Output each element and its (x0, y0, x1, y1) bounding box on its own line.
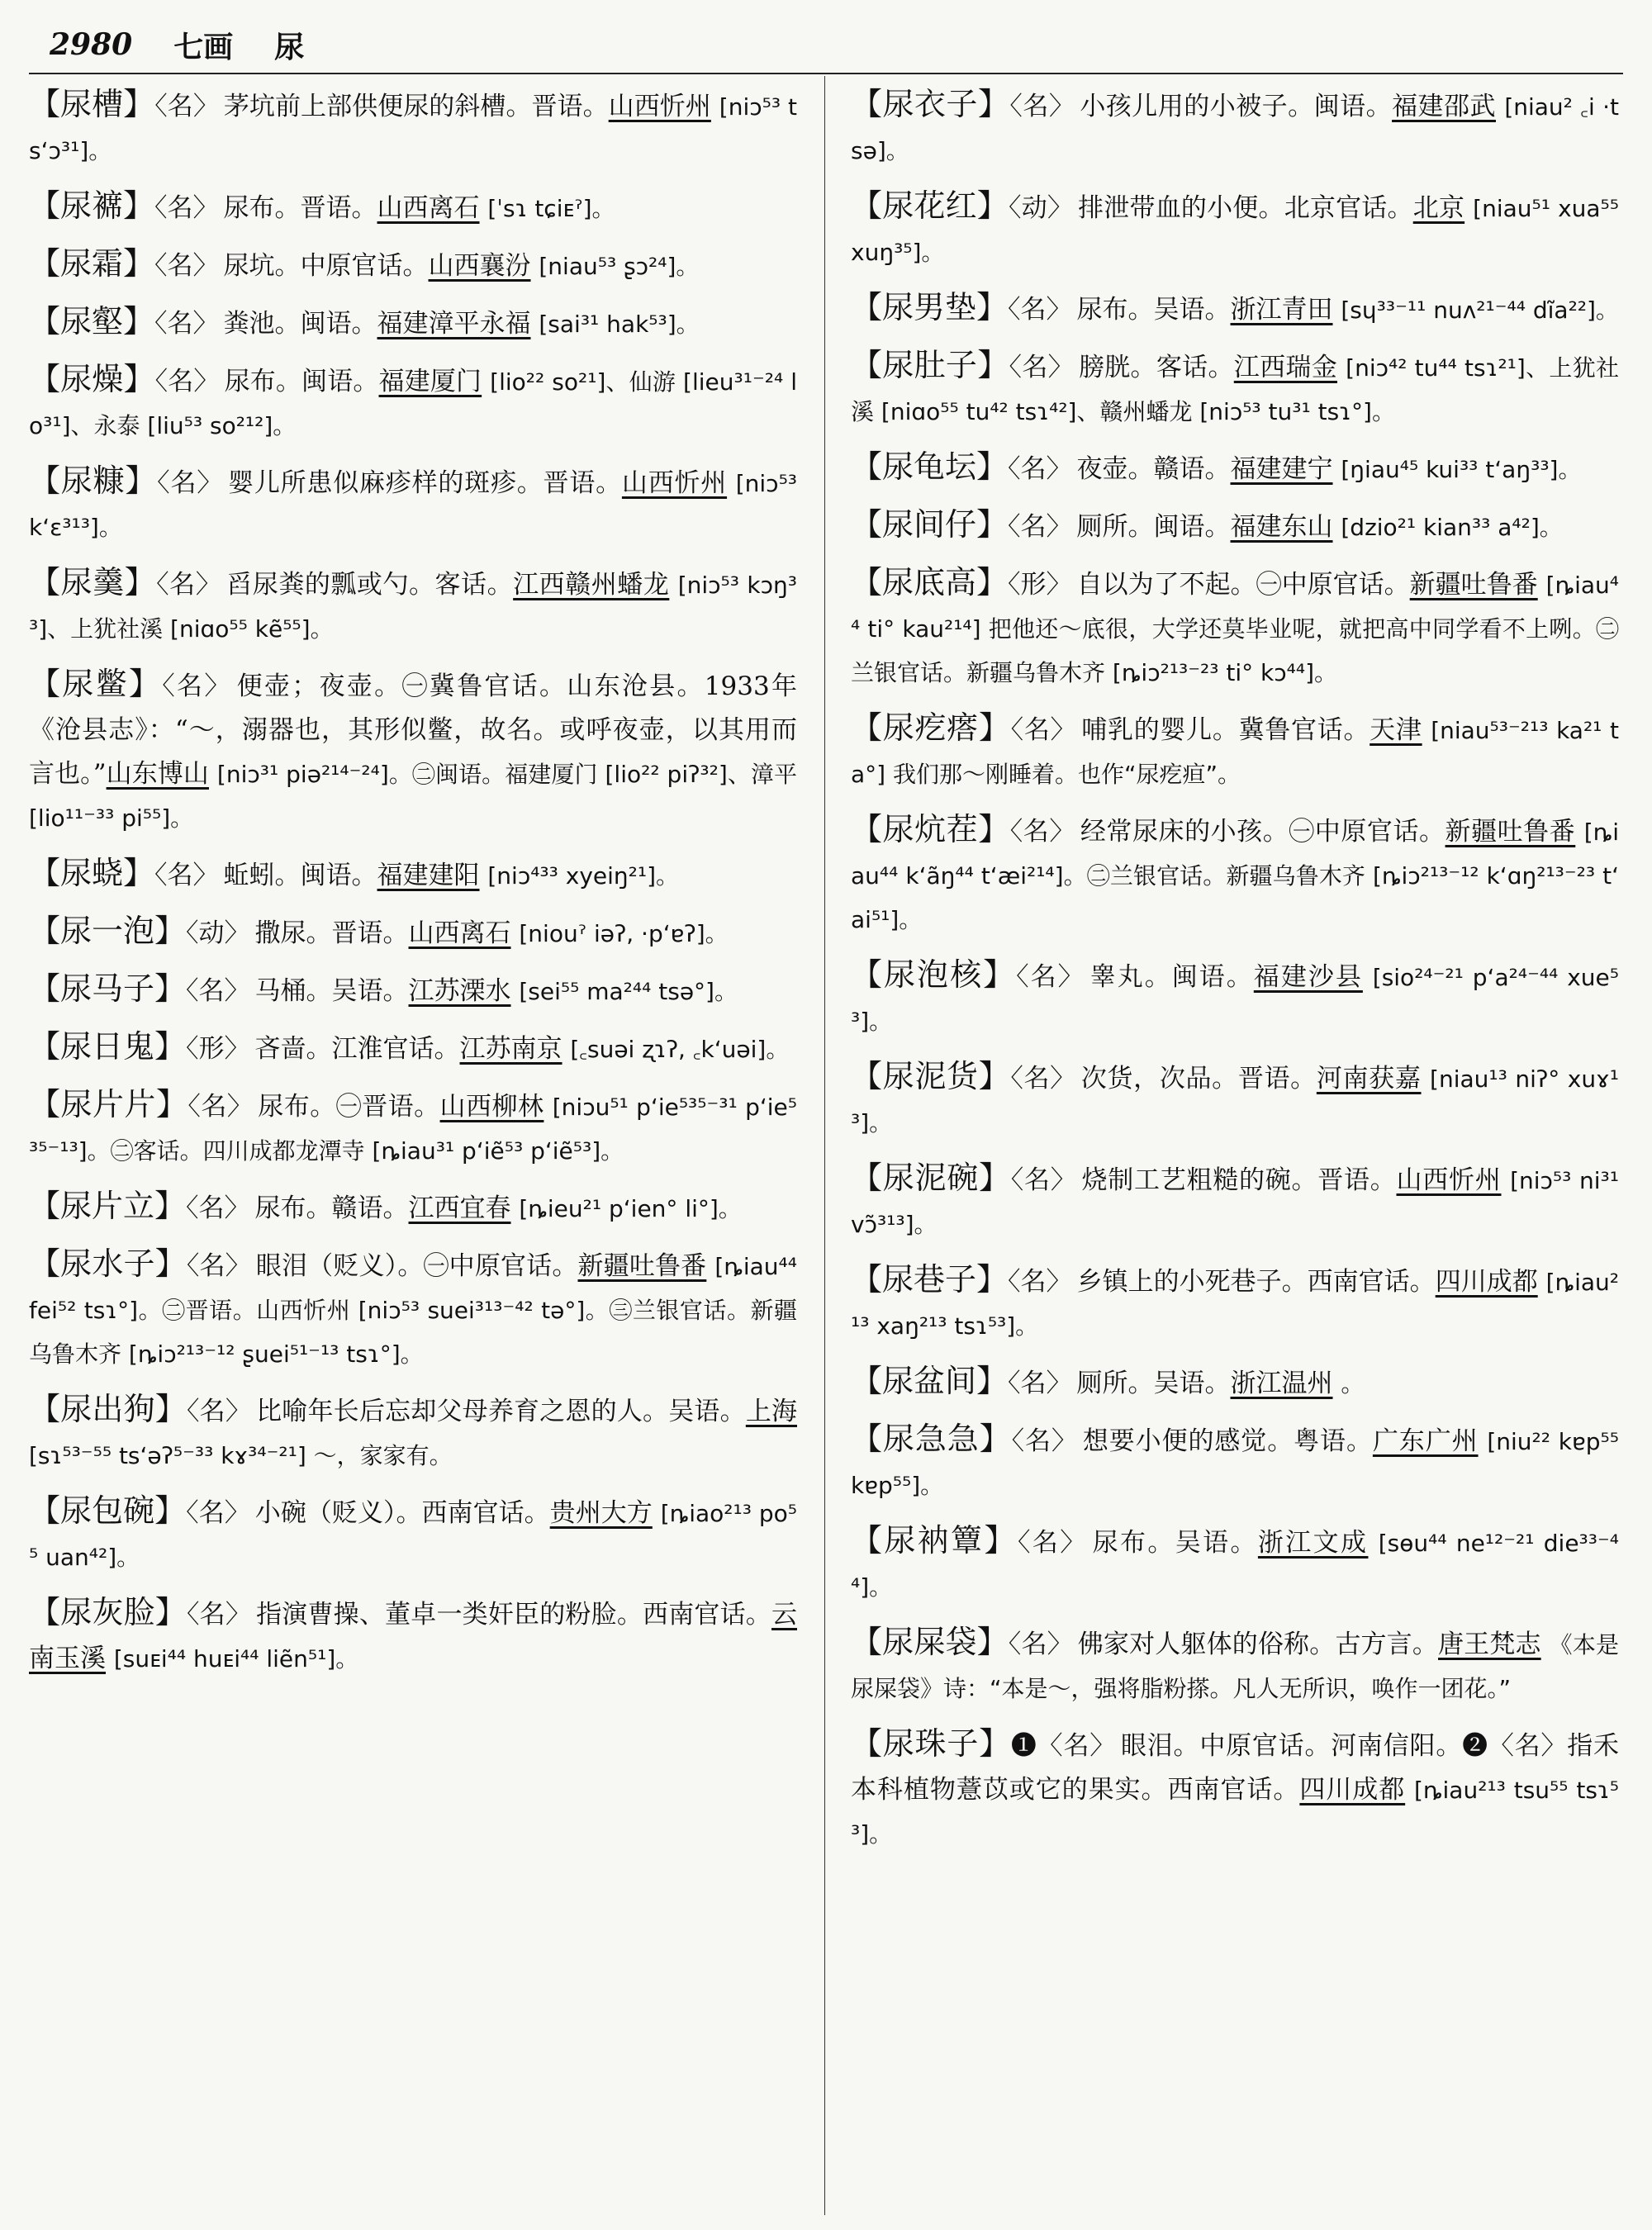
entry-headword: 【尿衣子】 (851, 86, 1010, 122)
pronunciation: [niau⁵³⁻²¹³ ka²¹ ta°] 我们那～刚睡着。也作“尿疙疸”。 (851, 717, 1619, 788)
entry-headword: 【尿日鬼】 (29, 1028, 187, 1065)
dictionary-entry (851, 503, 1619, 549)
definition: 蚯蚓。闽语。 (223, 861, 377, 890)
dictionary-entry (29, 1388, 797, 1478)
location: 山西忻州 (608, 92, 711, 121)
entry-headword: 【尿泥碗】 (851, 1160, 1011, 1196)
location: 天津 (1370, 715, 1422, 745)
location: 福建沙县 (1253, 962, 1363, 992)
definition: 茅坑前上部供便尿的斜槽。晋语。 (223, 92, 609, 121)
entry-headword: 【尿鳖】 (29, 666, 163, 702)
part-of-speech: 〈名〉 (188, 1092, 254, 1122)
pronunciation: [ˈsɿ tɕiᴇˀ]。 (487, 195, 615, 222)
dictionary-entry (29, 300, 797, 346)
entry-headword: 【尿急急】 (851, 1421, 1012, 1457)
definition: 小碗（贬义）。西南官话。 (254, 1498, 550, 1528)
entry-headword: 【尿肚子】 (851, 347, 1009, 383)
part-of-speech: 〈名〉 (156, 570, 222, 600)
part-of-speech: ❶〈名〉 (1010, 1731, 1116, 1761)
part-of-speech: 〈名〉 (1008, 512, 1072, 542)
pronunciation: [dzio²¹ kian³³ a⁴²]。 (1341, 514, 1563, 541)
definition: 厕所。吴语。 (1076, 1369, 1231, 1398)
entry-headword: 【尿衲簟】 (851, 1522, 1018, 1559)
entry-headword: 【尿间仔】 (851, 506, 1009, 543)
dictionary-entry (851, 1156, 1619, 1246)
pronunciation: [suᴇi⁴⁴ huᴇi⁴⁴ liẽn⁵¹]。 (113, 1645, 359, 1672)
entry-headword: 【尿羹】 (29, 564, 157, 600)
page-header (50, 18, 1619, 71)
definition: 乡镇上的小死巷子。西南官话。 (1076, 1267, 1436, 1297)
part-of-speech: 〈名〉 (1009, 92, 1075, 121)
part-of-speech: 〈名〉 (1008, 1369, 1072, 1398)
entry-headword: 【尿盆间】 (851, 1363, 1009, 1399)
part-of-speech: 〈形〉 (1008, 570, 1072, 600)
definition: 眼泪（贬义）。㊀中原官话。 (255, 1251, 578, 1281)
page-number: 2980 (50, 27, 133, 62)
pronunciation: [niɔ⁴³³ xyeiŋ²¹]。 (487, 862, 680, 890)
location: 福建建宁 (1230, 454, 1333, 484)
pronunciation: [niɔu⁵¹ pʻie⁵³⁵⁻³¹ pʻie⁵³⁵⁻¹³]。㊁客话。四川成都龙潭寺 [ȵiau³¹ pʻiẽ⁵³ pʻiẽ⁵³]。 (29, 1094, 797, 1165)
dictionary-entry (29, 967, 797, 1013)
location: 山西离石 (408, 918, 511, 948)
part-of-speech: 〈名〉 (1011, 1426, 1078, 1456)
pronunciation: [sɥ³³⁻¹¹ nuʌ²¹⁻⁴⁴ dĩa²²]。 (1341, 297, 1619, 324)
pronunciation: [niɔ³¹ piə²¹⁴⁻²⁴]。㊁闽语。福建厦门 [lio²² piʔ³²]、漳平 [lio¹¹⁻³³ pi⁵⁵]。 (29, 761, 797, 832)
pronunciation: [lio²² so²¹]、仙游 [lieu³¹⁻²⁴ lo³¹]、永泰 [liu⁵³ so²¹²]。 (29, 368, 797, 439)
definition: 小孩儿用的小被子。闽语。 (1080, 92, 1393, 121)
pronunciation: [ȵiau⁴⁴ kʻãŋ⁴⁴ tʻæi²¹⁴]。㊁兰银官话。新疆乌鲁木齐 [ȵiɔ²¹³⁻¹² kʻɑŋ²¹³⁻²³ tʻai⁵¹]。 (851, 818, 1619, 933)
location: 河南获嘉 (1316, 1064, 1422, 1094)
dictionary-entry (29, 909, 797, 956)
entry-headword: 【尿龟坛】 (851, 448, 1009, 485)
definition: 舀尿粪的瓢或勺。客话。 (226, 570, 514, 600)
location: 上海 (745, 1397, 797, 1426)
dictionary-entry (29, 459, 797, 549)
definition: 烧制工艺粗糙的碗。晋语。 (1081, 1165, 1397, 1195)
part-of-speech: 〈名〉 (186, 1193, 250, 1223)
right-column (851, 83, 1619, 2213)
definition: 排泄带血的小便。北京官话。 (1078, 193, 1413, 223)
definition: 尿布。吴语。 (1076, 295, 1231, 325)
location: 福建建阳 (377, 861, 480, 890)
definition: 夜壶。赣语。 (1076, 454, 1231, 484)
entry-headword: 【尿燥】 (29, 361, 155, 397)
location: 贵州大方 (549, 1498, 653, 1528)
pronunciation: [꜀suəi ʐɿʔ, ꜀kʻuəi]。 (570, 1036, 790, 1063)
entry-headword: 【尿灰脸】 (29, 1594, 187, 1630)
entry-headword: 【尿底高】 (851, 564, 1009, 600)
dictionary-entry (851, 184, 1619, 274)
entry-headword: 【尿炕茬】 (851, 811, 1010, 847)
pronunciation: [niau⁵³ ʂɔ²⁴]。 (539, 253, 700, 280)
definition: 尿布。闽语。 (224, 367, 379, 396)
definition: 尿布。赣语。 (254, 1193, 409, 1223)
part-of-speech: 〈名〉 (1010, 1165, 1077, 1195)
definition: 哺乳的婴儿。冀鲁官话。 (1081, 715, 1370, 745)
part-of-speech: 〈名〉 (154, 367, 220, 396)
pronunciation: 《本是尿屎袋》诗：“本是～，强将脂粉搽。凡人无所识，唤作一团花。” (851, 1631, 1619, 1702)
entry-headword: 【尿蛲】 (29, 855, 155, 891)
entry-headword: 【尿男垫】 (851, 289, 1009, 325)
pronunciation: [niouˀ iəʔ, ·pʻɐʔ]。 (519, 920, 729, 947)
location: 唐王梵志 (1438, 1630, 1541, 1659)
part-of-speech: 〈名〉 (186, 976, 250, 1006)
location: 广东广州 (1372, 1426, 1479, 1456)
location: 云南玉溪 (29, 1600, 797, 1673)
pronunciation: [sei⁵⁵ ma²⁴⁴ tsə°]。 (519, 978, 738, 1005)
pronunciation: [ȵiau²¹³ tsu⁵⁵ tsɿ⁵³]。 (851, 1777, 1619, 1848)
location: 福建漳平永福 (377, 309, 531, 339)
dictionary-entry (851, 445, 1619, 491)
pronunciation: [sɿ⁵³⁻⁵⁵ tsʻəʔ⁵⁻³³ kɤ³⁴⁻²¹] ～，家家有。 (29, 1442, 453, 1469)
entry-headword: 【尿褯】 (29, 187, 155, 224)
pronunciation: [ȵiau²¹³ xaŋ²¹³ tsɿ⁵³]。 (851, 1269, 1619, 1340)
dictionary-entry (851, 1258, 1619, 1348)
pronunciation: [niɔ⁵³ tsʻɔ³¹]。 (29, 93, 797, 164)
radical-char: 尿 (274, 29, 305, 64)
entry-headword: 【尿槽】 (29, 86, 155, 122)
entry-headword: 【尿片立】 (29, 1188, 187, 1224)
dictionary-entry (29, 184, 797, 230)
location: 江西瑞金 (1233, 353, 1337, 382)
pronunciation: [niɔ⁵³ kɔŋ³³]、上犹社溪 [niɑo⁵⁵ kẽ⁵⁵]。 (29, 572, 797, 643)
dictionary-entry (851, 83, 1619, 173)
definition: 指演曹操、董卓一类奸臣的粉脸。西南官话。 (256, 1600, 771, 1630)
definition: 睾丸。闽语。 (1089, 962, 1254, 992)
dictionary-entry (29, 852, 797, 898)
part-of-speech: 〈名〉 (154, 193, 219, 223)
left-column (29, 83, 797, 2213)
dictionary-entry (29, 1083, 797, 1173)
pronunciation: 。 (1341, 1370, 1365, 1397)
location: 江苏溧水 (408, 976, 511, 1006)
part-of-speech: 〈名〉 (1017, 1528, 1088, 1558)
definition: 次货，次品。晋语。 (1080, 1064, 1317, 1094)
definition: 撒尿。晋语。 (254, 918, 409, 948)
location: 福建东山 (1230, 512, 1333, 542)
part-of-speech: 〈名〉 (154, 861, 219, 890)
pronunciation: [sai³¹ hak⁵³]。 (539, 311, 700, 338)
dictionary-entry (851, 808, 1619, 942)
entry-headword: 【尿壑】 (29, 303, 155, 339)
location: 新疆吐鲁番 (1445, 817, 1576, 847)
definition: 尿布。吴语。 (1092, 1528, 1258, 1558)
definition: 眼泪。中原官话。河南信阳。❷〈名〉指禾本科植物薏苡或它的果实。西南官话。 (851, 1731, 1619, 1805)
pronunciation: [niau² ꜀i ·tsə]。 (851, 93, 1619, 164)
entry-headword: 【尿片片】 (29, 1086, 188, 1122)
part-of-speech: 〈名〉 (1009, 817, 1075, 847)
dictionary-entry (851, 706, 1619, 796)
column-divider (824, 76, 825, 2215)
definition: 吝啬。江淮官话。 (254, 1034, 460, 1064)
location: 浙江青田 (1230, 295, 1333, 325)
definition: 粪池。闽语。 (223, 309, 377, 339)
definition: 膀胱。客话。 (1078, 353, 1234, 382)
definition: 比喻年长后忘却父母养育之恩的人。吴语。 (256, 1397, 746, 1426)
entry-headword: 【尿屎袋】 (851, 1624, 1009, 1660)
dictionary-entry (29, 1591, 797, 1681)
entry-headword: 【尿霜】 (29, 245, 155, 282)
location: 江西宜春 (408, 1193, 511, 1223)
entry-headword: 【尿糠】 (29, 463, 158, 499)
definition: 厕所。闽语。 (1076, 512, 1231, 542)
dictionary-entry (29, 358, 797, 448)
dictionary-entry (851, 1519, 1619, 1609)
dictionary-entry (29, 1025, 797, 1071)
pronunciation: [ȵiau⁴⁴ ti° kau²¹⁴] 把他还～底很，大学还莫毕业呢，就把高中同学看不上咧。㊁兰银官话。新疆乌鲁木齐 [ȵiɔ²¹³⁻²³ ti° kɔ⁴⁴]。 (851, 572, 1619, 686)
part-of-speech: 〈名〉 (186, 1600, 252, 1630)
dictionary-entry (851, 286, 1619, 332)
part-of-speech: 〈名〉 (186, 1498, 250, 1528)
part-of-speech: 〈名〉 (1008, 1630, 1073, 1659)
location: 江苏南京 (459, 1034, 563, 1064)
definition: 尿布。晋语。 (223, 193, 377, 223)
entry-headword: 【尿巷子】 (851, 1261, 1009, 1298)
location: 山西离石 (377, 193, 480, 223)
pronunciation: [niɔ⁵³ ni³¹ vɔ̃³¹³]。 (851, 1167, 1619, 1238)
entry-headword: 【尿水子】 (29, 1245, 187, 1282)
part-of-speech: 〈名〉 (1016, 962, 1085, 992)
location: 福建邵武 (1392, 92, 1496, 121)
entry-headword: 【尿花红】 (851, 187, 1009, 224)
definition: 便壶；夜壶。㊀冀鲁官话。山东沧县。1933年《沧县志》：“～，溺器也，其形似鳖，故名。或呼夜壶，以其用而言也。” (29, 671, 797, 789)
location: 山西忻州 (621, 468, 728, 498)
pronunciation: [ȵiau⁴⁴ fei⁵² tsɿ°]。㊁晋语。山西忻州 [niɔ⁵³ suei³¹³⁻⁴² tə°]。㊂兰银官话。新疆乌鲁木齐 [ȵiɔ²¹³⁻¹² ʂuei⁵¹⁻¹³ tsɿ°]。 (29, 1253, 797, 1368)
part-of-speech: 〈动〉 (1009, 193, 1074, 223)
dictionary-entry (29, 1242, 797, 1376)
location: 北京 (1412, 193, 1465, 223)
entry-headword: 【尿马子】 (29, 970, 187, 1007)
dictionary-entry (851, 1722, 1619, 1856)
part-of-speech: 〈动〉 (186, 918, 250, 948)
part-of-speech: 〈形〉 (186, 1034, 250, 1064)
location: 新疆吐鲁番 (577, 1251, 707, 1281)
location: 山东博山 (106, 759, 209, 789)
dictionary-entry (851, 1359, 1619, 1406)
part-of-speech: 〈名〉 (162, 671, 232, 701)
pronunciation: [niɔ⁵³ kʻɛ³¹³]。 (29, 470, 797, 541)
part-of-speech: 〈名〉 (154, 92, 219, 121)
section-label: 七画 (173, 29, 234, 64)
entry-headword: 【尿疙瘩】 (851, 709, 1011, 746)
dictionary-entry (29, 83, 797, 173)
definition: 想要小便的感觉。粤语。 (1082, 1426, 1373, 1456)
definition: 佛家对人躯体的俗称。古方言。 (1077, 1630, 1439, 1659)
pronunciation: [ȵiao²¹³ po⁵⁵ uan⁴²]。 (29, 1500, 797, 1571)
location: 江西赣州蟠龙 (513, 570, 670, 600)
part-of-speech: 〈名〉 (157, 468, 224, 498)
dictionary-entry (29, 662, 797, 840)
part-of-speech: 〈名〉 (186, 1397, 252, 1426)
definition: 婴儿所患似麻疹样的斑疹。晋语。 (228, 468, 622, 498)
pronunciation: [niɔ⁴² tu⁴⁴ tsɿ²¹]、上犹社溪 [niɑo⁵⁵ tu⁴² tsɿ⁴²]、赣州蟠龙 [niɔ⁵³ tu³¹ tsɿ°]。 (851, 354, 1619, 425)
part-of-speech: 〈名〉 (1008, 1267, 1072, 1297)
location: 四川成都 (1299, 1775, 1406, 1805)
definition: 马桶。吴语。 (254, 976, 409, 1006)
definition: 尿坑。中原官话。 (223, 251, 429, 281)
dictionary-entry (29, 1184, 797, 1231)
entry-headword: 【尿出狗】 (29, 1391, 187, 1427)
part-of-speech: 〈名〉 (1010, 715, 1077, 745)
definition: 经常尿床的小孩。㊀中原官话。 (1080, 817, 1446, 847)
location: 山西襄汾 (428, 251, 531, 281)
location: 四川成都 (1435, 1267, 1538, 1297)
dictionary-entry (851, 1417, 1619, 1507)
entry-headword: 【尿珠子】 (851, 1725, 1011, 1762)
entry-headword: 【尿泥货】 (851, 1058, 1011, 1094)
location: 浙江文成 (1257, 1528, 1369, 1558)
pronunciation: [sio²⁴⁻²¹ pʻa²⁴⁻⁴⁴ xue⁵³]。 (851, 964, 1619, 1035)
definition: 自以为了不起。㊀中原官话。 (1076, 570, 1410, 600)
dictionary-entry (851, 1620, 1619, 1710)
pronunciation: [sɵu⁴⁴ ne¹²⁻²¹ die³³⁻⁴⁴]。 (851, 1530, 1619, 1601)
entry-headword: 【尿泡核】 (851, 956, 1017, 993)
pronunciation: [niau⁵¹ xua⁵⁵ xuŋ³⁵]。 (851, 195, 1619, 266)
pronunciation: [niau¹³ niʔ° xuɤ¹³]。 (851, 1065, 1619, 1136)
dictionary-entry (29, 1489, 797, 1579)
entry-headword: 【尿包碗】 (29, 1492, 187, 1529)
pronunciation: [ȵieu²¹ pʻien° li°]。 (519, 1195, 742, 1222)
part-of-speech: 〈名〉 (154, 309, 219, 339)
header-rule (29, 73, 1623, 74)
location: 浙江温州 (1230, 1369, 1333, 1398)
part-of-speech: 〈名〉 (1008, 295, 1072, 325)
part-of-speech: 〈名〉 (154, 251, 219, 281)
pronunciation: [niu²² kɐp⁵⁵ kɐp⁵⁵]。 (851, 1428, 1619, 1499)
location: 新疆吐鲁番 (1409, 570, 1538, 600)
location: 山西柳林 (439, 1092, 544, 1122)
dictionary-entry (29, 561, 797, 651)
dictionary-entry (851, 561, 1619, 695)
location: 山西忻州 (1396, 1165, 1502, 1195)
pronunciation: [ŋiau⁴⁵ kui³³ tʻaŋ³³]。 (1341, 456, 1582, 483)
dictionary-entry (851, 344, 1619, 434)
location: 福建厦门 (378, 367, 482, 396)
part-of-speech: 〈名〉 (1008, 454, 1072, 484)
dictionary-entry (29, 242, 797, 288)
dictionary-entry (851, 953, 1619, 1043)
part-of-speech: 〈名〉 (1009, 353, 1074, 382)
part-of-speech: 〈名〉 (186, 1251, 251, 1281)
dictionary-entry (851, 1055, 1619, 1145)
definition: 尿布。㊀晋语。 (258, 1092, 440, 1122)
part-of-speech: 〈名〉 (1010, 1064, 1076, 1094)
entry-headword: 【尿一泡】 (29, 913, 187, 949)
